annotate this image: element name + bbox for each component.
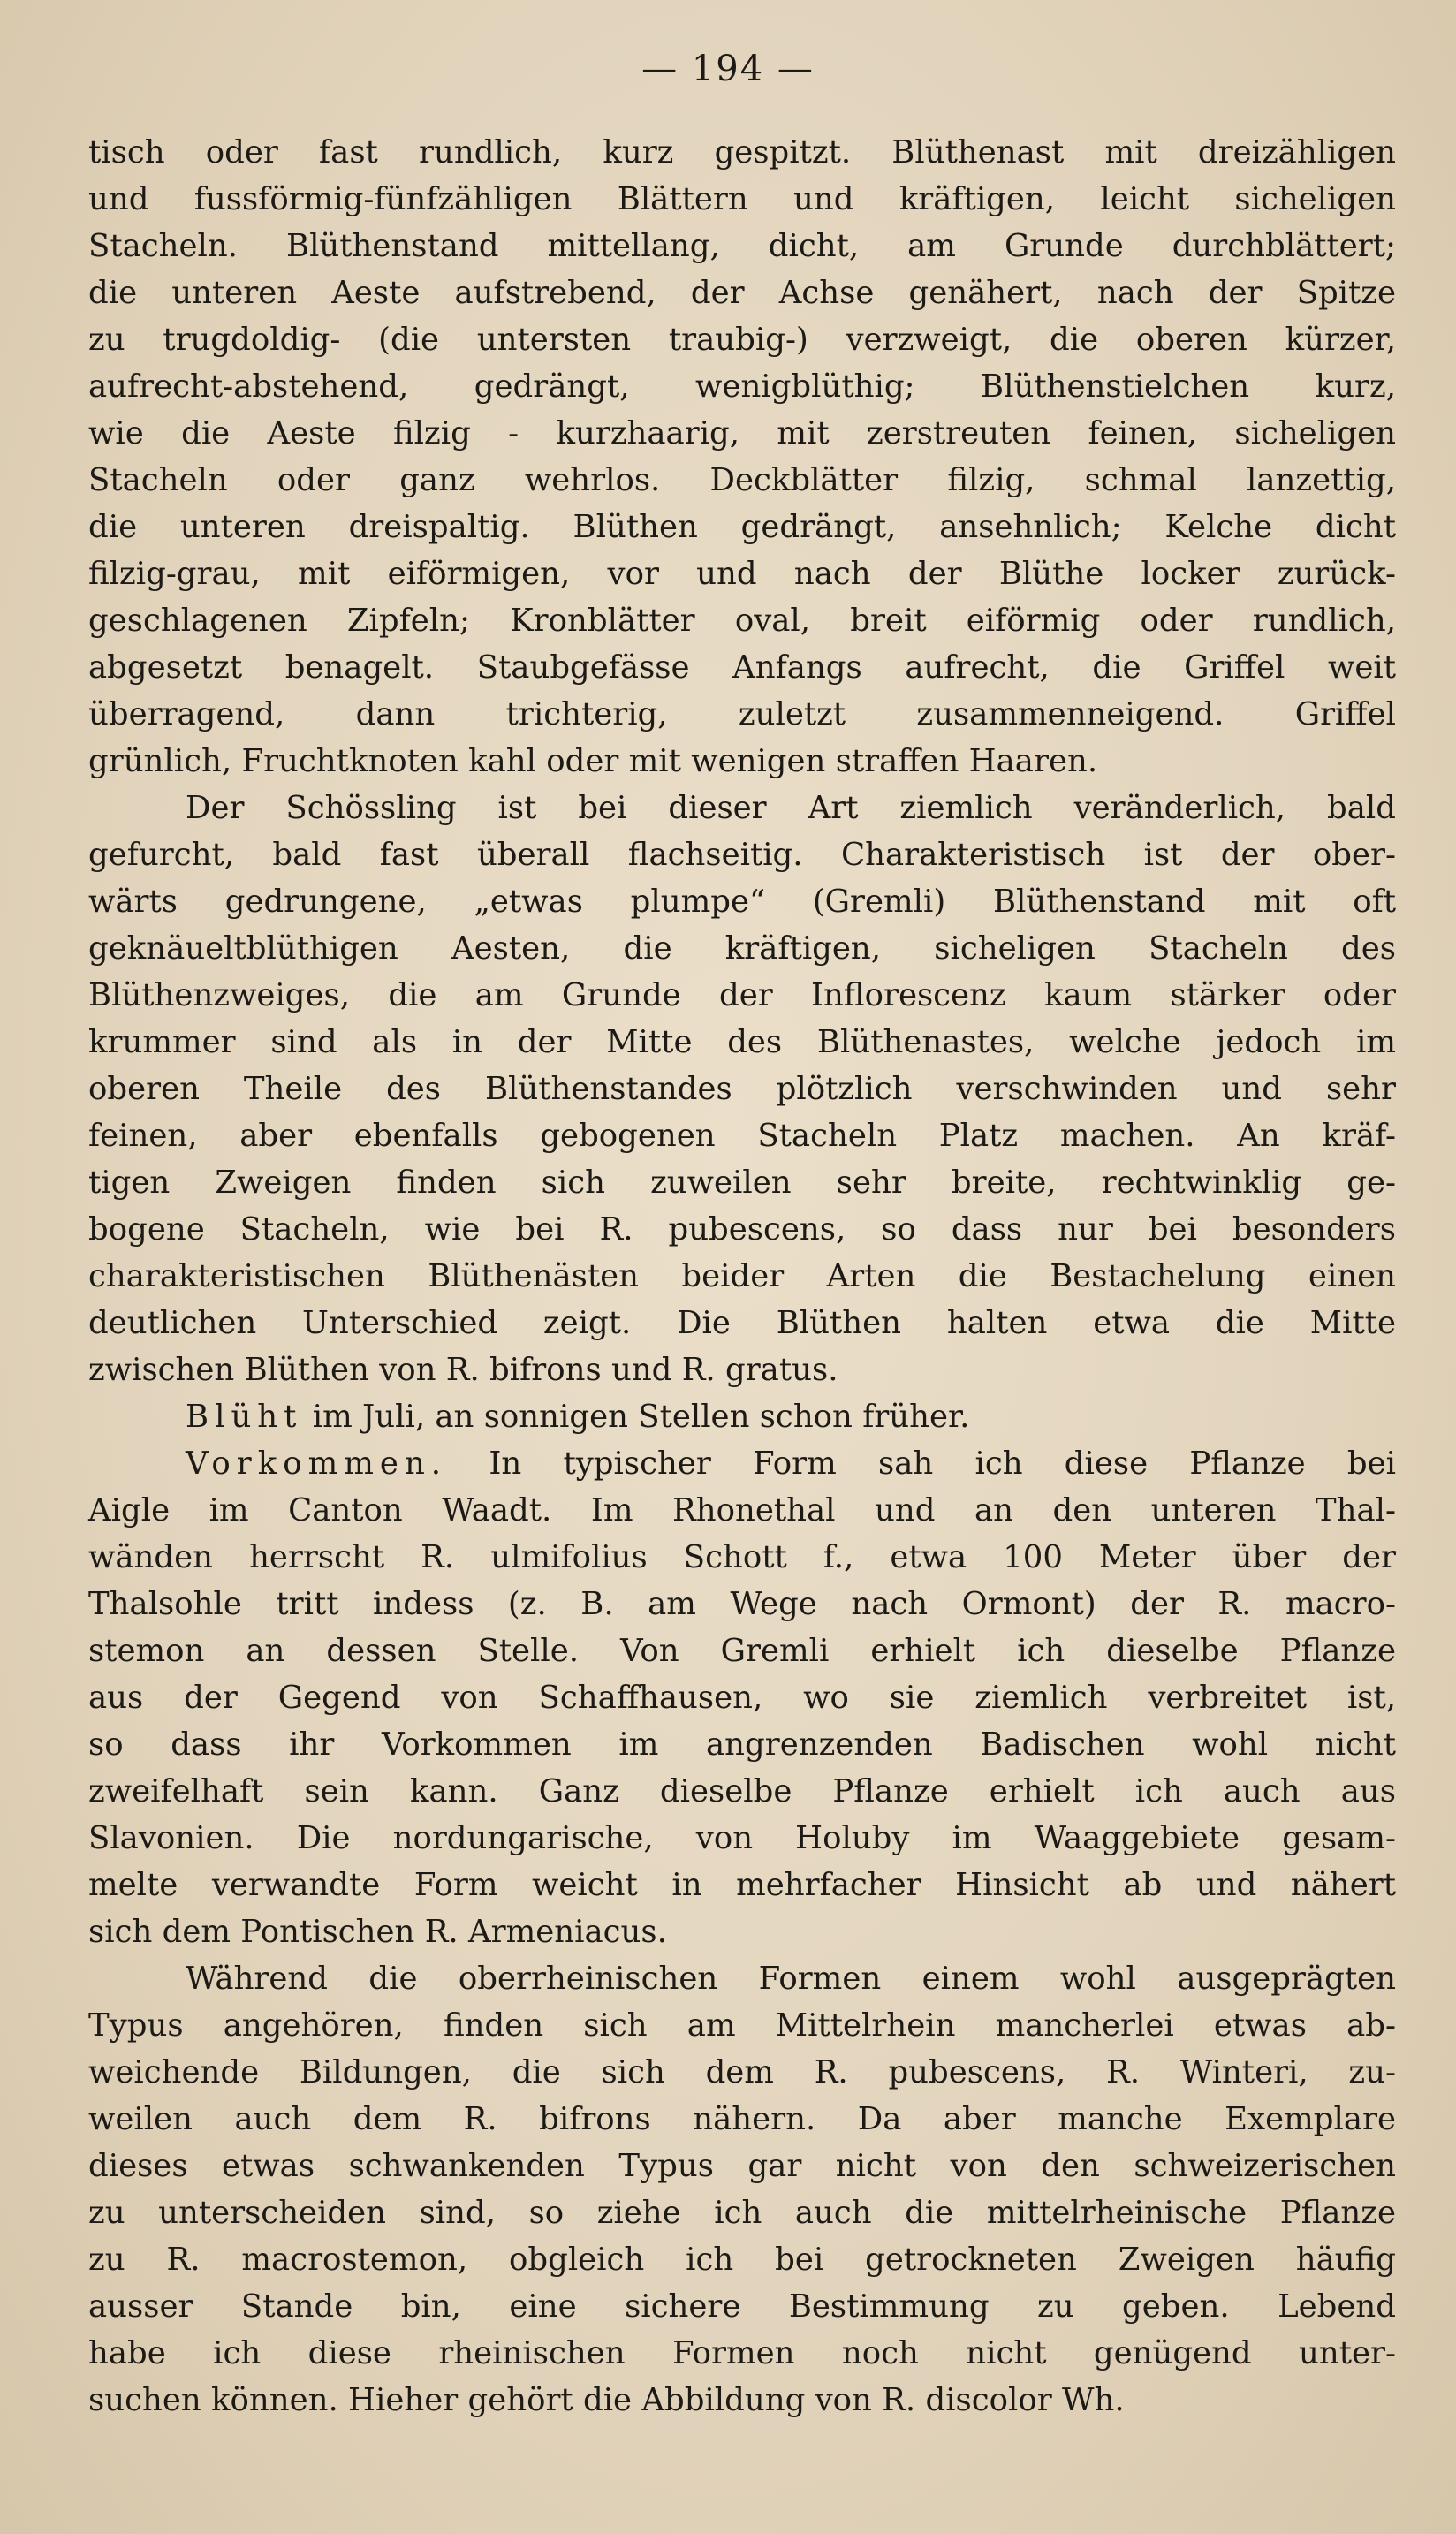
- text-line: die unteren dreispaltig. Blüthen gedrängt, ansehnlich; Kelche dicht: [88, 509, 1396, 545]
- text-line: aus der Gegend von Schaffhausen, wo sie ziemlich verbreitet ist,: [88, 1680, 1396, 1716]
- body-text: [88, 129, 1396, 2424]
- text-line: weilen auch dem R. bifrons nähern. Da aber manche Exemplare: [88, 2101, 1396, 2137]
- text-line: Während die oberrheinischen Formen einem wohl ausgeprägten: [186, 1961, 1396, 1997]
- text-line: wänden herrscht R. ulmifolius Schott f., etwa 100 Meter über der: [88, 1539, 1396, 1575]
- text-line: ausser Stande bin, eine sichere Bestimmung zu geben. Lebend: [88, 2288, 1396, 2325]
- text-line: Blüthenzweiges, die am Grunde der Inflorescenz kaum stärker oder: [88, 977, 1396, 1013]
- text-line: charakteristischen Blüthenästen beider Arten die Bestachelung einen: [88, 1258, 1396, 1294]
- text-line: Slavonien. Die nordungarische, von Holuby im Waaggebiete gesam-: [88, 1820, 1396, 1856]
- text-line: Stacheln. Blüthenstand mittellang, dicht, am Grunde durchblättert;: [88, 228, 1396, 264]
- paragraph: [88, 129, 1396, 785]
- text-line: krummer sind als in der Mitte des Blüthenastes, welche jedoch im: [88, 1024, 1396, 1060]
- text-line: aufrecht-abstehend, gedrängt, wenigblüthig; Blüthenstielchen kurz,: [88, 368, 1396, 405]
- text-line: zu trugdoldig- (die untersten traubig-) verzweigt, die oberen kürzer,: [88, 322, 1396, 358]
- text-line: bogene Stacheln, wie bei R. pubescens, so dass nur bei besonders: [88, 1211, 1396, 1248]
- paragraph: [88, 1440, 1396, 1955]
- text-line: wie die Aeste filzig - kurzhaarig, mit zerstreuten feinen, sicheligen: [88, 415, 1396, 451]
- paragraph: [88, 785, 1396, 1393]
- text-line: so dass ihr Vorkommen im angrenzenden Badischen wohl nicht: [88, 1726, 1396, 1763]
- text-line: [88, 1440, 1396, 1487]
- text-line: gefurcht, bald fast überall flachseitig. Charakteristisch ist der ober-: [88, 837, 1396, 873]
- text-line: suchen können. Hieher gehört die Abbildung von R. discolor Wh.: [88, 2382, 1125, 2418]
- paragraph: [88, 1955, 1396, 2424]
- text-line: Stacheln oder ganz wehrlos. Deckblätter filzig, schmal lanzettig,: [88, 462, 1396, 498]
- text-line: überragend, dann trichterig, zuletzt zusammenneigend. Griffel: [88, 696, 1396, 732]
- text-line: wärts gedrungene, „etwas plumpe“ (Gremli) Blüthenstand mit oft: [88, 884, 1396, 920]
- text-line: zu R. macrostemon, obgleich ich bei getrockneten Zweigen häufig: [88, 2242, 1396, 2278]
- text-line: tigen Zweigen finden sich zuweilen sehr breite, rechtwinklig ge-: [88, 1165, 1396, 1201]
- text-line: geschlagenen Zipfeln; Kronblätter oval, breit eiförmig oder rundlich,: [88, 603, 1396, 639]
- text-line: Thalsohle tritt indess (z. B. am Wege nach Ormont) der R. macro-: [88, 1586, 1396, 1622]
- text-line: die unteren Aeste aufstrebend, der Achse genähert, nach der Spitze: [88, 275, 1396, 311]
- paragraph: [88, 1393, 1396, 1440]
- text-line: zwischen Blüthen von R. bifrons und R. gratus.: [88, 1352, 838, 1388]
- text-line: Aigle im Canton Waadt. Im Rhonethal und an den unteren Thal-: [88, 1492, 1396, 1529]
- text-line: dieses etwas schwankenden Typus gar nicht von den schweizerischen: [88, 2148, 1396, 2184]
- text-line: zweifelhaft sein kann. Ganz dieselbe Pflanze erhielt ich auch aus: [88, 1773, 1396, 1809]
- text-line: abgesetzt benagelt. Staubgefässe Anfangs aufrecht, die Griffel weit: [88, 649, 1396, 686]
- text-line: grünlich, Fruchtknoten kahl oder mit wenigen straffen Haaren.: [88, 743, 1098, 779]
- spaced-lead-word: Vorkommen.: [186, 1445, 448, 1482]
- text-line: deutlichen Unterschied zeigt. Die Blüthen halten etwa die Mitte: [88, 1305, 1396, 1341]
- spaced-lead-word: Blüht: [186, 1399, 303, 1435]
- text-line: habe ich diese rheinischen Formen noch nicht genügend unter-: [88, 2335, 1396, 2371]
- text-line: geknäueltblüthigen Aesten, die kräftigen, sicheligen Stacheln des: [88, 930, 1396, 967]
- page-number: — 194 —: [641, 49, 815, 89]
- text-line: Der Schössling ist bei dieser Art ziemlich veränderlich, bald: [186, 790, 1396, 826]
- text-line: tisch oder fast rundlich, kurz gespitzt. Blüthenast mit dreizähligen: [88, 134, 1396, 171]
- text-line: melte verwandte Form weicht in mehrfacher Hinsicht ab und nähert: [88, 1867, 1396, 1903]
- line-text: In typischer Form sah ich diese Pflanze bei: [447, 1445, 1396, 1482]
- text-line: weichende Bildungen, die sich dem R. pubescens, R. Winteri, zu-: [88, 2054, 1396, 2090]
- text-line: [88, 1393, 1396, 1440]
- line-text: im Juli, an sonnigen Stellen schon früher.: [302, 1399, 970, 1435]
- text-line: oberen Theile des Blüthenstandes plötzlich verschwinden und sehr: [88, 1071, 1396, 1107]
- text-line: Typus angehören, finden sich am Mittelrhein mancherlei etwas ab-: [88, 2007, 1396, 2044]
- text-line: filzig-grau, mit eiförmigen, vor und nach der Blüthe locker zurück-: [88, 556, 1396, 592]
- text-line: stemon an dessen Stelle. Von Gremli erhielt ich dieselbe Pflanze: [88, 1633, 1396, 1669]
- text-line: sich dem Pontischen R. Armeniacus.: [88, 1914, 667, 1950]
- text-line: zu unterscheiden sind, so ziehe ich auch die mittelrheinische Pflanze: [88, 2195, 1396, 2231]
- text-line: und fussförmig-fünfzähligen Blättern und kräftigen, leicht sicheligen: [88, 181, 1396, 217]
- text-line: feinen, aber ebenfalls gebogenen Stacheln Platz machen. An kräf-: [88, 1118, 1396, 1154]
